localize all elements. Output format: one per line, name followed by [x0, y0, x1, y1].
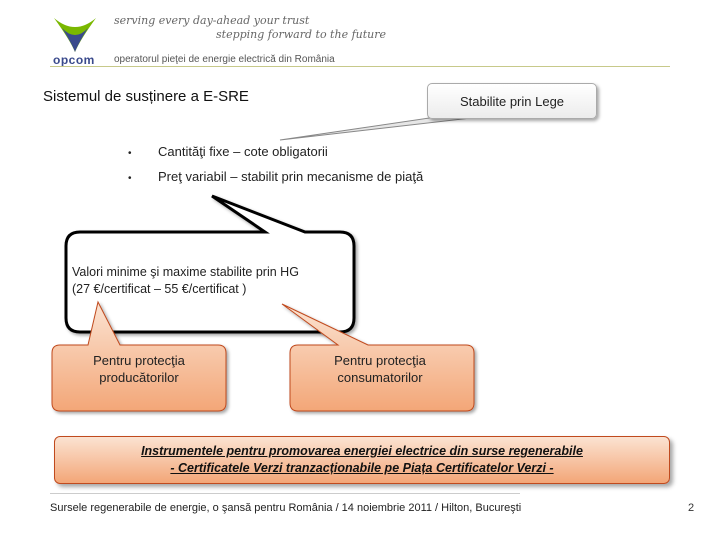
instruments-box — [54, 436, 670, 484]
org-name: operatorul pieţei de energie electrică din România — [114, 54, 335, 65]
stabilite-label: Stabilite prin Lege — [459, 93, 565, 109]
consumers-text — [300, 352, 460, 386]
producers-line-1: Pentru protecţia — [93, 353, 185, 368]
bullet-dot-icon: • — [128, 173, 132, 184]
stabilite-prin-lege-box — [427, 83, 597, 119]
callout-text — [72, 264, 362, 298]
consumers-line-1: Pentru protecţia — [334, 353, 426, 368]
page-number: 2 — [688, 502, 695, 514]
footer-text: Sursele regenerabile de energie, o şansă pentru România / 14 noiembrie 2011 / Hilton, Bucureşti — [50, 502, 522, 514]
footer-divider — [50, 493, 520, 494]
brand-name: opcom — [53, 53, 95, 67]
callout-line-1: Valori minime şi maxime stabilite prin HG — [72, 265, 299, 279]
instruments-line-2: - Certificatele Verzi tranzacționabile pe Piața Certificatelor Verzi - — [170, 461, 554, 475]
instruments-line-1: Instrumentele pentru promovarea energiei electrice din surse regenerabile — [141, 444, 583, 458]
tagline-2: stepping forward to the future — [216, 28, 387, 41]
bullet-text: Cantităţi fixe – cote obligatorii — [158, 144, 328, 159]
bullet-item — [128, 169, 423, 184]
bullet-text: Preţ variabil – stabilit prin mecanisme de piaţă — [158, 169, 424, 184]
bullet-dot-icon: • — [128, 148, 132, 159]
producers-text — [64, 352, 214, 386]
tagline-1: serving every day-ahead your trust — [114, 14, 310, 27]
consumers-line-2: consumatorilor — [337, 370, 423, 385]
producers-line-2: producătorilor — [99, 370, 179, 385]
callout-line-2: (27 €/certificat – 55 €/certificat ) — [72, 282, 247, 296]
bullet-item — [128, 144, 328, 159]
page-title: Sistemul de susținere a E-SRE — [43, 88, 249, 105]
